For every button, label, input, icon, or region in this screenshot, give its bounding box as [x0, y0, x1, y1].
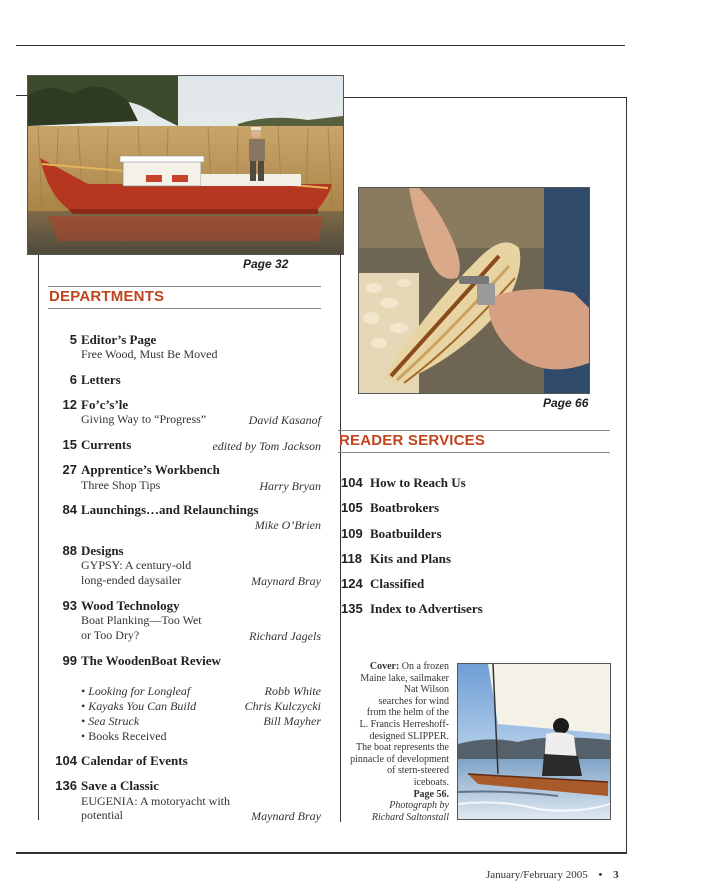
- cover-credit-line2: [341, 812, 449, 824]
- dept-author: Maynard Bray: [251, 574, 321, 588]
- review-bullet-item: • Books Received: [81, 729, 167, 743]
- boat-photo-illustration: [28, 76, 343, 254]
- service-title: How to Reach Us: [370, 475, 466, 490]
- photo-caption-page-66: Page 66: [543, 396, 589, 410]
- departments-heading: DEPARTMENTS: [49, 288, 165, 305]
- photo-hands-carving-model: [358, 187, 590, 394]
- review-bullet-author: Bill Mayher: [263, 714, 321, 728]
- review-bullet-title: Sea Struck: [88, 714, 140, 728]
- cover-line: pinnacle of development: [350, 753, 449, 765]
- service-title: Boatbuilders: [370, 526, 442, 541]
- review-bullet-author: Robb White: [264, 684, 321, 698]
- dept-author: Mike O’Brien: [254, 518, 321, 532]
- service-page-number: 105: [341, 500, 363, 515]
- reader-services-rule-bottom: [338, 452, 610, 453]
- service-title: Kits and Plans: [370, 551, 451, 566]
- departments-rule-bottom: [48, 308, 321, 309]
- dept-title: Fo’c’s’le: [81, 397, 129, 412]
- dept-page-number: 104: [55, 753, 77, 768]
- dept-page-number: 84: [62, 502, 77, 517]
- cover-line: Maine lake, sailmaker: [360, 672, 449, 684]
- review-bullet-item: • Sea Struck: [81, 714, 140, 728]
- frame-right-top: [342, 97, 626, 98]
- review-bullet-item: • Kayaks You Can Build: [81, 699, 197, 713]
- dept-subtitle: EUGENIA: A motoryacht with: [81, 794, 230, 808]
- dept-title: The WoodenBoat Review: [81, 653, 221, 668]
- service-page-number: 118: [341, 551, 362, 566]
- dept-author: Maynard Bray: [251, 809, 321, 823]
- review-bullet-item: • Looking for Longleaf: [81, 684, 191, 698]
- dept-page-number: 93: [62, 598, 77, 613]
- cover-line: iceboats.: [413, 776, 449, 788]
- dept-title: Save a Classic: [81, 778, 159, 793]
- cover-line: searches for wind: [378, 695, 449, 707]
- dept-subtitle: Three Shop Tips: [81, 478, 161, 492]
- cover-line: designed SLIPPER.: [369, 730, 449, 742]
- dept-subtitle: GYPSY: A century-old: [81, 558, 192, 572]
- cover-line: Nat Wilson: [403, 684, 449, 696]
- footer-folio: [486, 869, 619, 881]
- dept-subtitle-line2: or Too Dry?: [81, 628, 140, 642]
- dept-subtitle-line2: long-ended daysailer: [81, 573, 182, 587]
- cover-credit2: Richard Saltonstall: [371, 811, 449, 823]
- cover-caption-first-line: [341, 661, 449, 673]
- review-bullet-title: Books Received: [88, 729, 167, 743]
- cover-line: from the helm of the: [366, 707, 449, 719]
- service-page-number: 135: [341, 601, 363, 616]
- cover-credit-line1: [341, 800, 449, 812]
- cover-text-start: On a frozen: [401, 661, 449, 672]
- cover-page: Page 56.: [413, 788, 449, 800]
- reader-services-heading: READER SERVICES: [339, 432, 486, 449]
- dept-title: Calendar of Events: [81, 753, 188, 768]
- cover-line: of stern-steered: [387, 765, 449, 777]
- dept-author: Richard Jagels: [249, 629, 321, 643]
- photo-boat-in-marsh: [27, 75, 344, 255]
- dept-page-number: 99: [62, 653, 77, 668]
- reader-services-rule-top: [338, 430, 610, 431]
- top-rule: [16, 45, 625, 46]
- dept-page-number: 12: [62, 397, 77, 412]
- dept-subtitle: Giving Way to “Progress”: [81, 412, 207, 426]
- dept-subtitle: Free Wood, Must Be Moved: [81, 347, 218, 361]
- service-page-number: 109: [341, 526, 363, 541]
- dept-title: Currents: [81, 437, 132, 452]
- dept-title: Wood Technology: [81, 598, 180, 613]
- cover-credit1: Photograph by: [389, 800, 449, 812]
- dept-page-number: 6: [69, 372, 77, 387]
- photo-iceboat-cover: [457, 663, 611, 820]
- footer-issue-date: January/February 2005: [486, 869, 588, 881]
- frame-right-vertical: [626, 97, 627, 854]
- service-page-number: 104: [341, 475, 363, 490]
- service-title: Index to Advertisers: [370, 601, 483, 616]
- dept-title: Letters: [81, 372, 121, 387]
- cover-page-ref: [341, 789, 449, 801]
- review-bullet-title: Kayaks You Can Build: [88, 699, 197, 713]
- service-page-number: 124: [341, 576, 363, 591]
- iceboat-photo-illustration: [458, 664, 610, 819]
- cover-caption: [341, 661, 449, 823]
- dept-subtitle: Boat Planking—Too Wet: [81, 613, 202, 627]
- service-title: Classified: [370, 576, 425, 591]
- dept-author: Harry Bryan: [259, 479, 321, 493]
- dept-subtitle-line2: potential: [81, 808, 123, 822]
- cover-line: L. Francis Herreshoff-: [359, 718, 449, 730]
- footer-page-number: 3: [613, 869, 619, 881]
- footer-bullet: •: [598, 869, 603, 881]
- service-title: Boatbrokers: [370, 500, 440, 515]
- dept-page-number: 27: [62, 462, 77, 477]
- dept-title: Apprentice’s Workbench: [81, 462, 220, 477]
- departments-rule-top: [48, 286, 321, 287]
- dept-page-number: 136: [55, 778, 77, 793]
- review-bullet-title: Looking for Longleaf: [88, 684, 191, 698]
- review-bullet-author: Chris Kulczycki: [244, 699, 321, 713]
- dept-author: David Kasanof: [248, 413, 321, 427]
- dept-title: Designs: [81, 543, 124, 558]
- dept-title: Launchings…and Relaunchings: [81, 502, 259, 517]
- cover-label: Cover:: [369, 661, 400, 672]
- dept-page-number: 5: [69, 332, 77, 347]
- cover-line: The boat represents the: [355, 742, 449, 754]
- carving-photo-illustration: [359, 188, 589, 393]
- dept-page-number: 88: [62, 543, 77, 558]
- frame-left-vertical: [38, 252, 39, 820]
- dept-title: Editor’s Page: [81, 332, 157, 347]
- dept-page-number: 15: [62, 437, 77, 452]
- photo-caption-page-32: Page 32: [243, 257, 289, 271]
- frame-bottom: [16, 852, 627, 854]
- dept-author: edited by Tom Jackson: [212, 439, 321, 453]
